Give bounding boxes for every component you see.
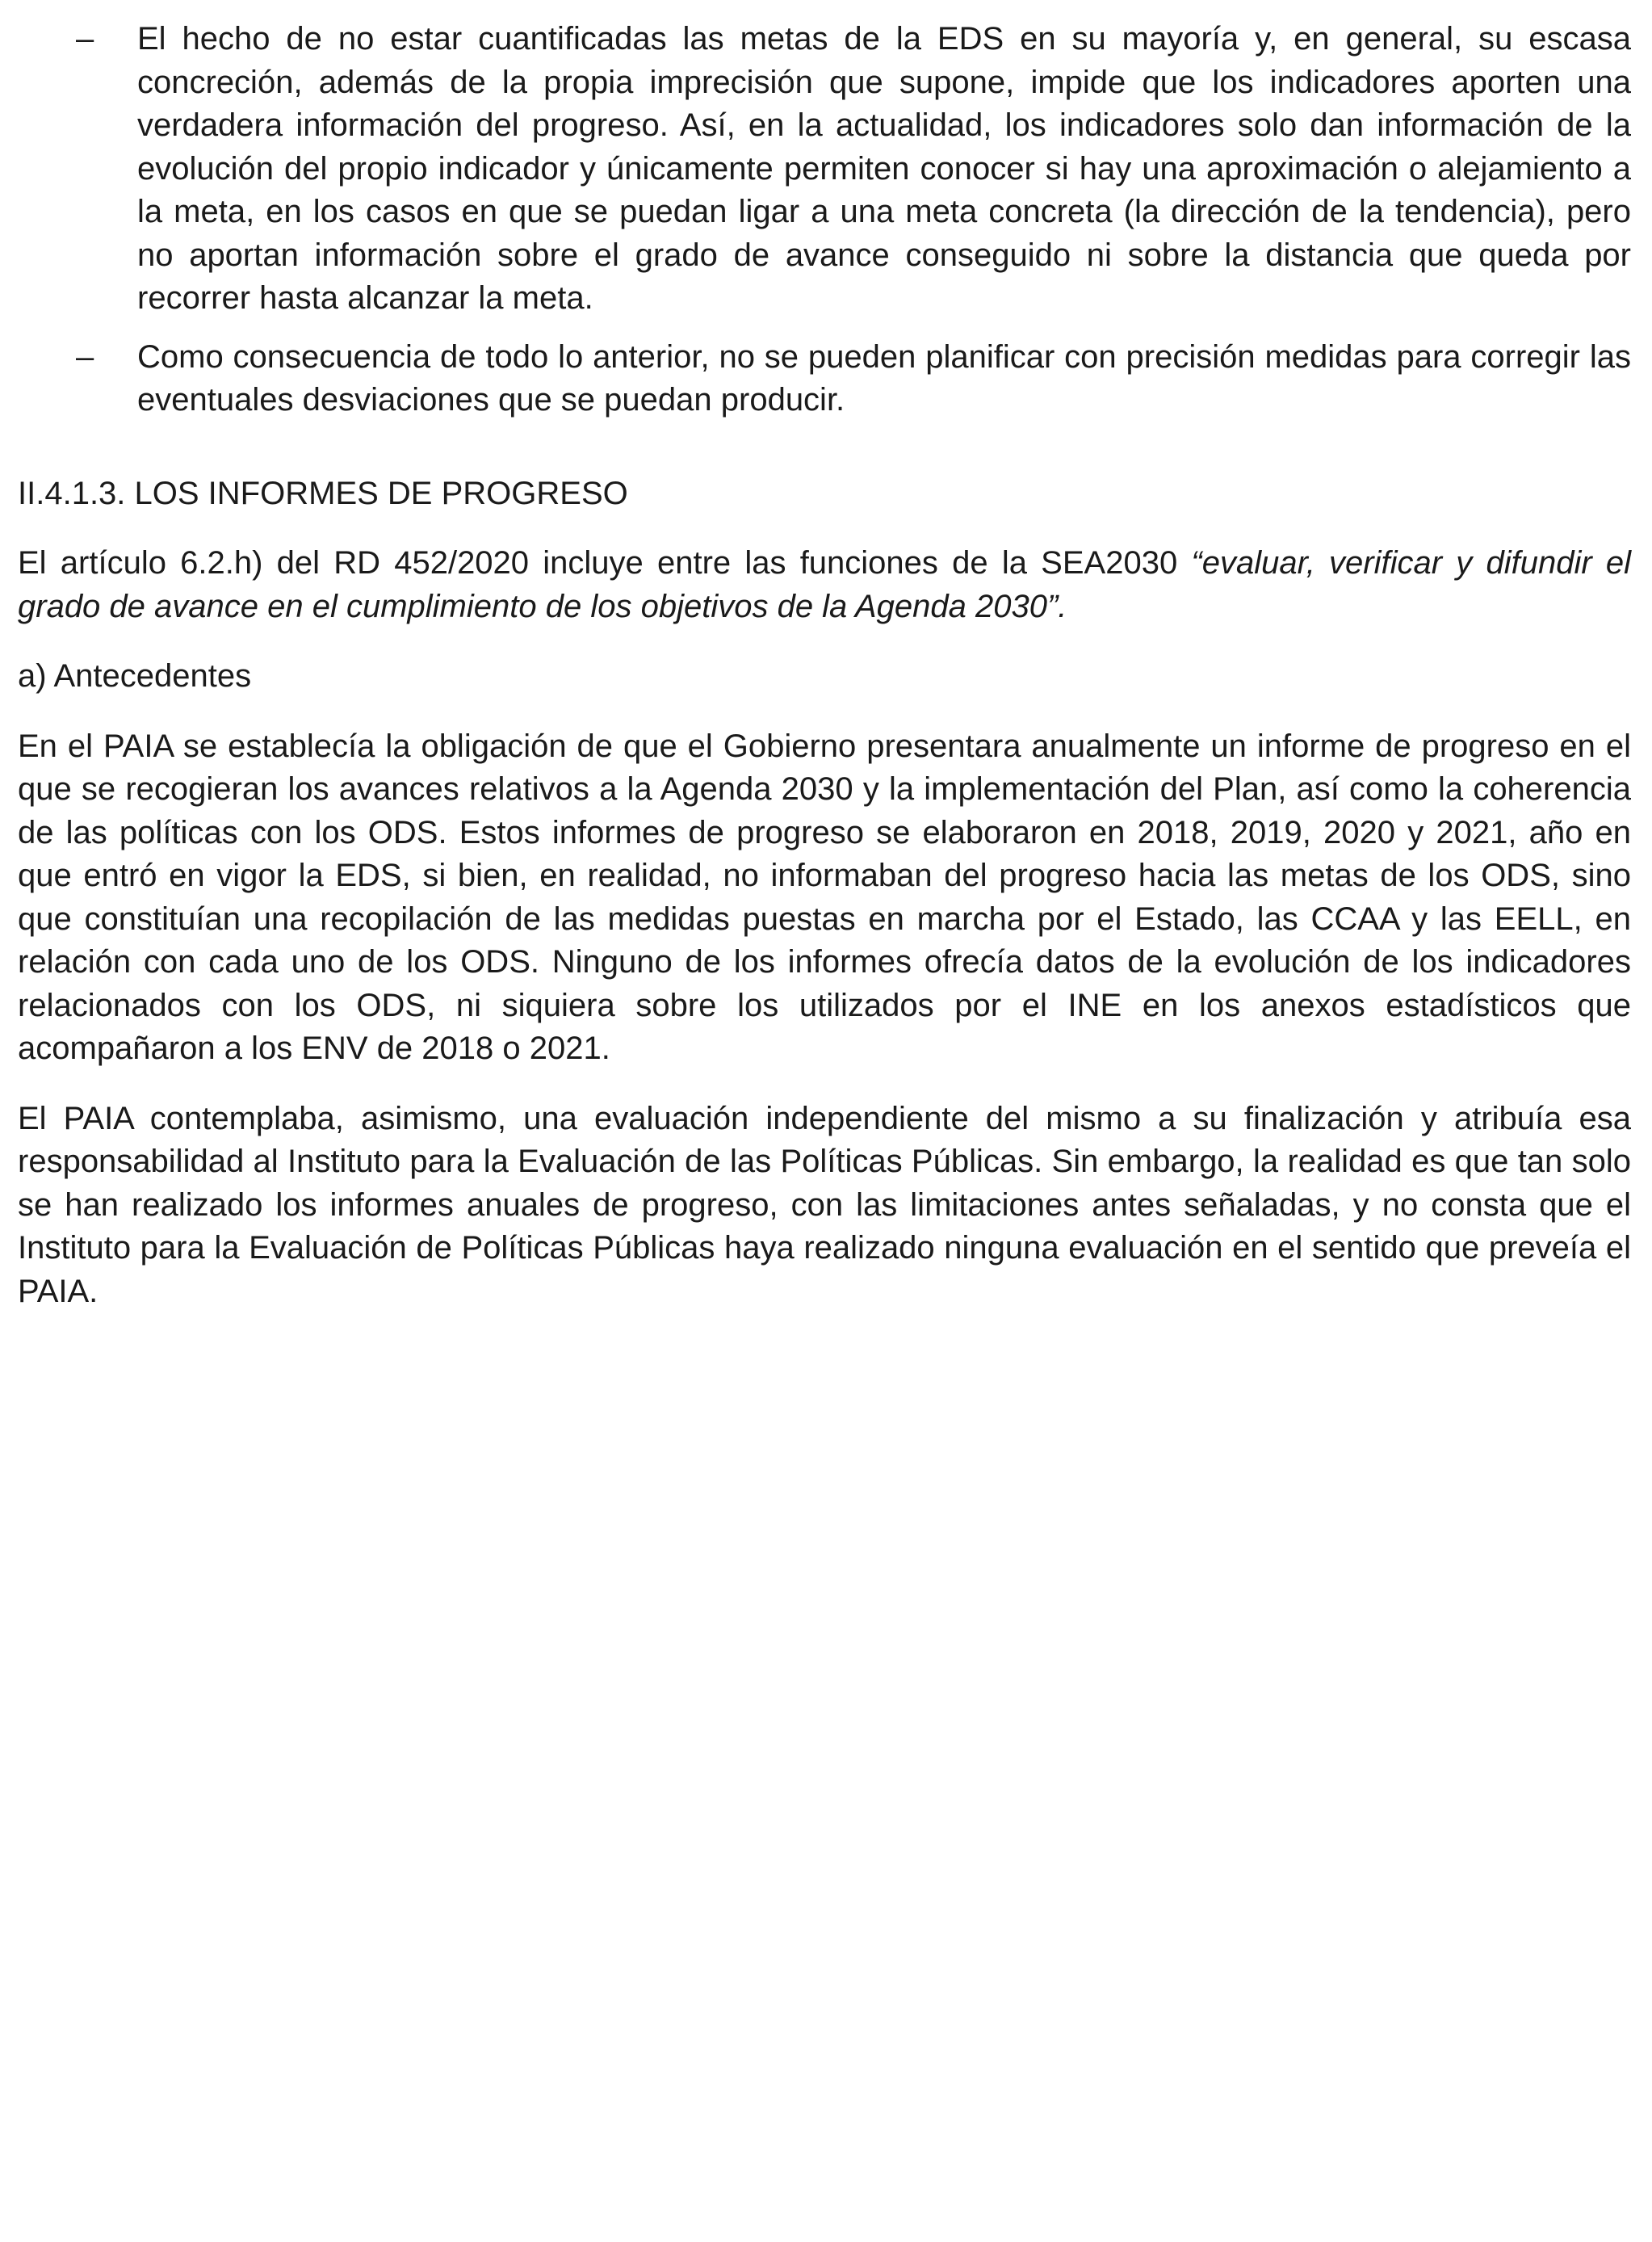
section-heading: II.4.1.3. LOS INFORMES DE PROGRESO (18, 475, 628, 511)
bullet-text: Como consecuencia de todo lo anterior, no se pueden planificar con precisión medidas para corregir las eventuales desviaciones que se puedan producir. (137, 338, 1631, 418)
intro-paragraph (18, 542, 1631, 628)
intro-quote: “evaluar, verificar y difundir el grado de avance en el cumplimiento de los objetivos de la Agenda 2030”. (18, 545, 1631, 624)
bullet-dash: – (76, 21, 94, 57)
document-content (18, 18, 1631, 1329)
subsection-heading: a) Antecedentes (18, 658, 252, 694)
bullet-dash: – (76, 338, 94, 375)
bullet-text: El hecho de no estar cuantificadas las metas de la EDS en su mayoría y, en general, su escasa concreción, además de la propia imprecisión que supone, impide que los indicadores aporten una verdadera información del progreso. Así, en la actualidad, los indicadores solo dan información de la evolución del propio indicador y únicamente permiten conocer si hay una aproximación o alejamiento a la meta, en los casos en que se puedan ligar a una meta concreta (la dirección de la tendencia), pero no aportan información sobre el grado de avance conseguido ni sobre la distancia que queda por recorrer hasta alcanzar la meta. (137, 21, 1631, 316)
body-paragraph: En el PAIA se establecía la obligación de que el Gobierno presentara anualmente un informe de progreso en el que se recogieran los avances relativos a la Agenda 2030 y la implementación del Plan, así como la coherencia de las políticas con los ODS. Estos informes de progreso se elaboraron en 2018, 2019, 2020 y 2021, año en que entró en vigor la EDS, si bien, en realidad, no informaban del progreso hacia las metas de los ODS, sino que constituían una recopilación de las medidas puestas en marcha por el Estado, las CCAA y las EELL, en relación con cada uno de los ODS. Ninguno de los informes ofrecía datos de la evolución de los indicadores relacionados con los ODS, ni siquiera sobre los utilizados por el INE en los anexos estadísticos que acompañaron a los ENV de 2018 o 2021. (18, 728, 1631, 1066)
intro-text: El artículo 6.2.h) del RD 452/2020 incluye entre las funciones de la SEA2030 (18, 545, 1192, 581)
bullet-list (18, 18, 1631, 422)
bullet-item (18, 336, 1631, 422)
body-paragraph: El PAIA contemplaba, asimismo, una evaluación independiente del mismo a su finalización y atribuía esa responsabilidad al Instituto para la Evaluación de las Políticas Públicas. Sin embargo, la realidad es que tan solo se han realizado los informes anuales de progreso, con las limitaciones antes señaladas, y no consta que el Instituto para la Evaluación de Políticas Públicas haya realizado ninguna evaluación en el sentido que preveía el PAIA. (18, 1100, 1631, 1309)
bullet-item (18, 18, 1631, 321)
